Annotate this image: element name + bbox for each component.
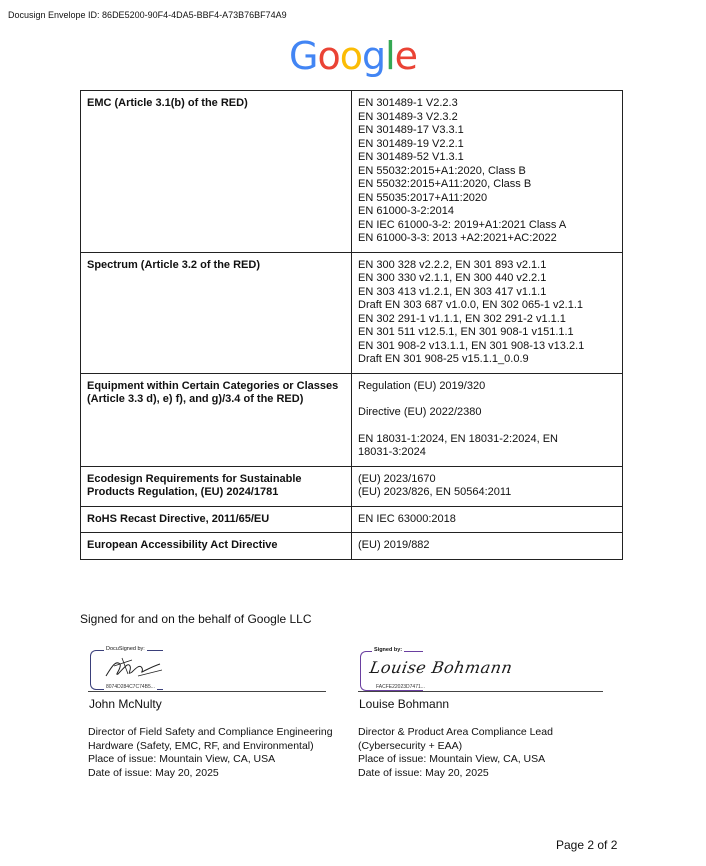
logo-letter: o bbox=[317, 34, 340, 78]
compliance-table bbox=[80, 90, 623, 560]
signatory-details bbox=[88, 726, 333, 780]
standards-cell bbox=[352, 252, 623, 373]
standard-line: EN 18031-1:2024, EN 18031-2:2024, EN bbox=[358, 432, 558, 445]
standard-line: EN 55035:2017+A11:2020 bbox=[358, 191, 488, 204]
table-row bbox=[81, 91, 623, 253]
signatory-title-line2: (Cybersecurity + EAA) bbox=[358, 739, 463, 752]
signatory-name: John McNulty bbox=[89, 697, 162, 711]
standard-line: (EU) 2023/1670 bbox=[358, 472, 436, 485]
standard-line: EN 301489-52 V1.3.1 bbox=[358, 151, 464, 163]
standard-line: EN 301489-3 V2.3.2 bbox=[358, 110, 458, 123]
table-row bbox=[81, 373, 623, 466]
standard-line: EN 303 413 v1.2.1, EN 303 417 v1.1.1 bbox=[358, 285, 547, 298]
signatory-title-line1: Director & Product Area Compliance Lead bbox=[358, 726, 553, 738]
standard-line: EN 302 291-1 v1.1.1, EN 302 291-2 v1.1.1 bbox=[358, 312, 566, 325]
standard-line: EN 301489-1 V2.2.3 bbox=[358, 97, 458, 109]
table-row bbox=[81, 466, 623, 506]
logo-letter: e bbox=[394, 34, 418, 78]
standard-line: EN 61000-3-3: 2013 +A2:2021+AC:2022 bbox=[358, 232, 557, 244]
signature-line bbox=[88, 691, 326, 692]
standard-line: (EU) 2019/882 bbox=[358, 539, 430, 551]
directive-cell: RoHS Recast Directive, 2011/65/EU bbox=[81, 506, 352, 533]
date-of-issue: Date of issue: May 20, 2025 bbox=[88, 766, 219, 779]
standard-line: EN IEC 63000:2018 bbox=[358, 512, 456, 525]
spacer bbox=[358, 393, 616, 406]
standards-cell bbox=[352, 466, 623, 506]
directive-cell: Equipment within Certain Categories or Classes (Article 3.3 d), e) f), and g)/3.4 of the RED) bbox=[81, 373, 352, 466]
standard-line: EN 55032:2015+A11:2020, Class B bbox=[358, 178, 532, 190]
logo-letter: G bbox=[288, 34, 318, 78]
directive-cell: Spectrum (Article 3.2 of the RED) bbox=[81, 252, 352, 373]
logo-letter: l bbox=[385, 34, 395, 78]
standards-cell bbox=[352, 533, 623, 560]
place-of-issue: Place of issue: Mountain View, CA, USA bbox=[88, 753, 276, 765]
place-of-issue: Place of issue: Mountain View, CA, USA bbox=[358, 753, 546, 765]
standards-cell bbox=[352, 373, 623, 466]
signature-image: Louise Bohmann bbox=[368, 658, 515, 677]
standard-line: EN 55032:2015+A1:2020, Class B bbox=[358, 164, 526, 177]
docusign-tag: DocuSigned by: bbox=[106, 646, 145, 652]
standard-line: 18031-3:2024 bbox=[358, 446, 426, 458]
standard-line: EN IEC 61000-3-2: 2019+A1:2021 Class A bbox=[358, 218, 567, 231]
page-number: Page 2 of 2 bbox=[556, 838, 618, 852]
standard-line: Regulation (EU) 2019/320 bbox=[358, 379, 486, 392]
spacer bbox=[358, 420, 616, 433]
standard-line: EN 301 908-2 v13.1.1, EN 301 908-13 v13.2.1 bbox=[358, 339, 585, 352]
signatory-title-line1: Director of Field Safety and Compliance Engineering bbox=[88, 726, 333, 738]
table-row bbox=[81, 252, 623, 373]
standard-line: Draft EN 301 908-25 v15.1.1_0.0.9 bbox=[358, 353, 529, 365]
directive-cell: Ecodesign Requirements for Sustainable Products Regulation, (EU) 2024/1781 bbox=[81, 466, 352, 506]
signatory-name: Louise Bohmann bbox=[359, 697, 450, 711]
signed-for-statement: Signed for and on the behalf of Google LLC bbox=[80, 612, 312, 626]
standard-line: EN 300 330 v2.1.1, EN 300 440 v2.2.1 bbox=[358, 272, 547, 284]
standards-cell bbox=[352, 91, 623, 253]
standard-line: Draft EN 303 687 v1.0.0, EN 302 065-1 v2.1.1 bbox=[358, 299, 584, 311]
signatory-title-line2: Hardware (Safety, EMC, RF, and Environmental) bbox=[88, 739, 314, 752]
table-row bbox=[81, 533, 623, 560]
signature-image bbox=[102, 654, 164, 682]
directive-cell: EMC (Article 3.1(b) of the RED) bbox=[81, 91, 352, 253]
google-logo bbox=[0, 34, 706, 78]
standard-line: EN 301 511 v12.5.1, EN 301 908-1 v151.1.1 bbox=[358, 326, 574, 338]
standard-line: (EU) 2023/826, EN 50564:2011 bbox=[358, 486, 512, 498]
logo-letter: o bbox=[339, 34, 362, 78]
docusign-hash: 8074D284C7C74B5... bbox=[106, 684, 155, 690]
signature-line bbox=[358, 691, 603, 692]
standard-line: EN 61000-3-2:2014 bbox=[358, 205, 455, 217]
signatory-details bbox=[358, 726, 553, 780]
standard-line: EN 301489-19 V2.2.1 bbox=[358, 137, 464, 150]
logo-letter: g bbox=[361, 34, 386, 78]
standards-cell bbox=[352, 506, 623, 533]
directive-cell: European Accessibility Act Directive bbox=[81, 533, 352, 560]
docusign-tag: Signed by: bbox=[374, 647, 403, 653]
envelope-id: Docusign Envelope ID: 86DE5200-90F4-4DA5-BBF4-A73B76BF74A9 bbox=[8, 10, 287, 20]
date-of-issue: Date of issue: May 20, 2025 bbox=[358, 766, 489, 779]
docusign-hash: FACFE22023D7471... bbox=[376, 684, 425, 690]
standard-line: EN 300 328 v2.2.2, EN 301 893 v2.1.1 bbox=[358, 258, 547, 271]
standard-line: Directive (EU) 2022/2380 bbox=[358, 406, 482, 418]
table-row bbox=[81, 506, 623, 533]
standard-line: EN 301489-17 V3.3.1 bbox=[358, 124, 464, 136]
